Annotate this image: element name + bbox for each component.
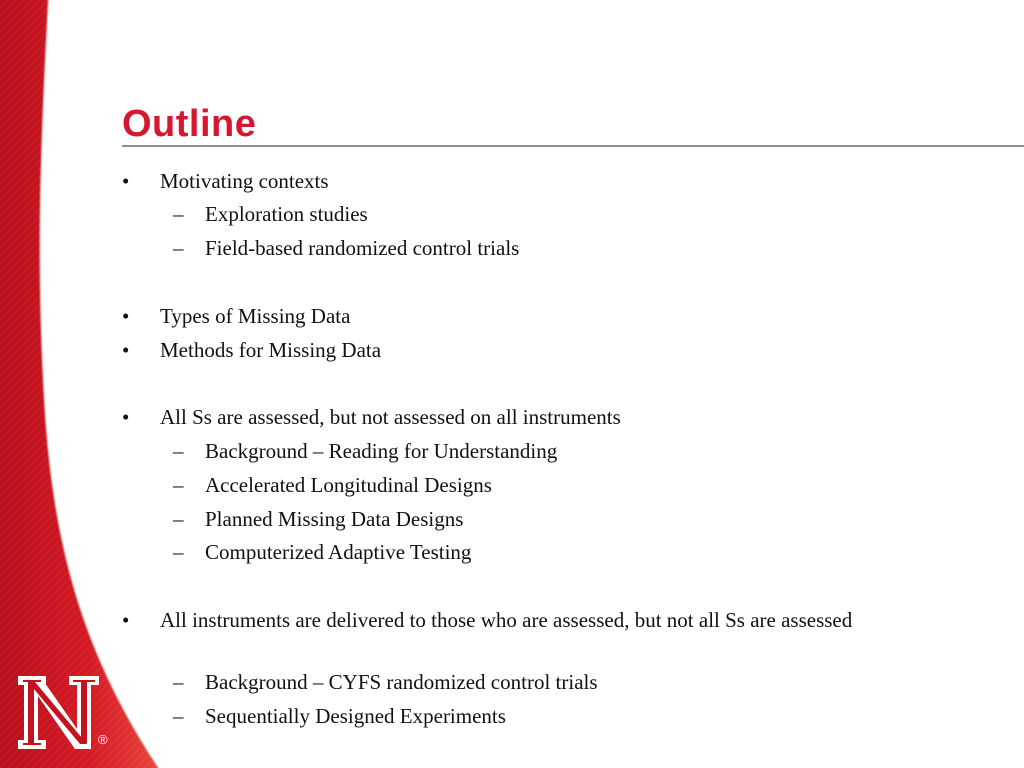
list-item-text: Background – Reading for Understanding [205,439,558,463]
list-item-text: Sequentially Designed Experiments [205,704,506,728]
list-item [173,703,506,730]
list-item [173,506,464,533]
bullet-marker: • [122,304,130,328]
list-item [173,438,558,465]
list-item [122,337,940,364]
list-item-text: Planned Missing Data Designs [205,507,464,531]
bullet-marker: • [122,338,130,362]
slide-title: Outline [122,103,257,145]
list-item [122,607,940,634]
dash-marker: – [173,704,184,728]
list-item-text: Exploration studies [205,202,368,226]
list-item-text: All instruments are delivered to those who are assessed, but not all Ss are assessed [160,608,853,632]
dash-marker: – [173,439,184,463]
dash-marker: – [173,540,184,564]
list-item-text: Methods for Missing Data [160,338,382,362]
list-item-text: Field-based randomized control trials [205,236,520,260]
list-item [173,669,598,696]
list-item-text: Motivating contexts [160,169,329,193]
list-item-text: Accelerated Longitudinal Designs [205,473,492,497]
list-item-text: Background – CYFS randomized control trials [205,670,598,694]
dash-marker: – [173,473,184,497]
list-item-text: Types of Missing Data [160,304,351,328]
registered-mark: ® [98,732,108,747]
list-item [173,235,520,262]
list-item-text: All Ss are assessed, but not assessed on all instruments [160,405,621,429]
bullet-marker: • [122,169,130,193]
list-item-text: Computerized Adaptive Testing [205,540,472,564]
dash-marker: – [173,202,184,226]
list-item [122,303,940,330]
list-item [122,168,940,195]
list-item [173,472,492,499]
dash-marker: – [173,670,184,694]
bullet-marker: • [122,608,130,632]
bullet-marker: • [122,405,130,429]
list-item [173,539,472,566]
dash-marker: – [173,236,184,260]
list-item [122,404,940,431]
list-item [173,201,368,228]
dash-marker: – [173,507,184,531]
